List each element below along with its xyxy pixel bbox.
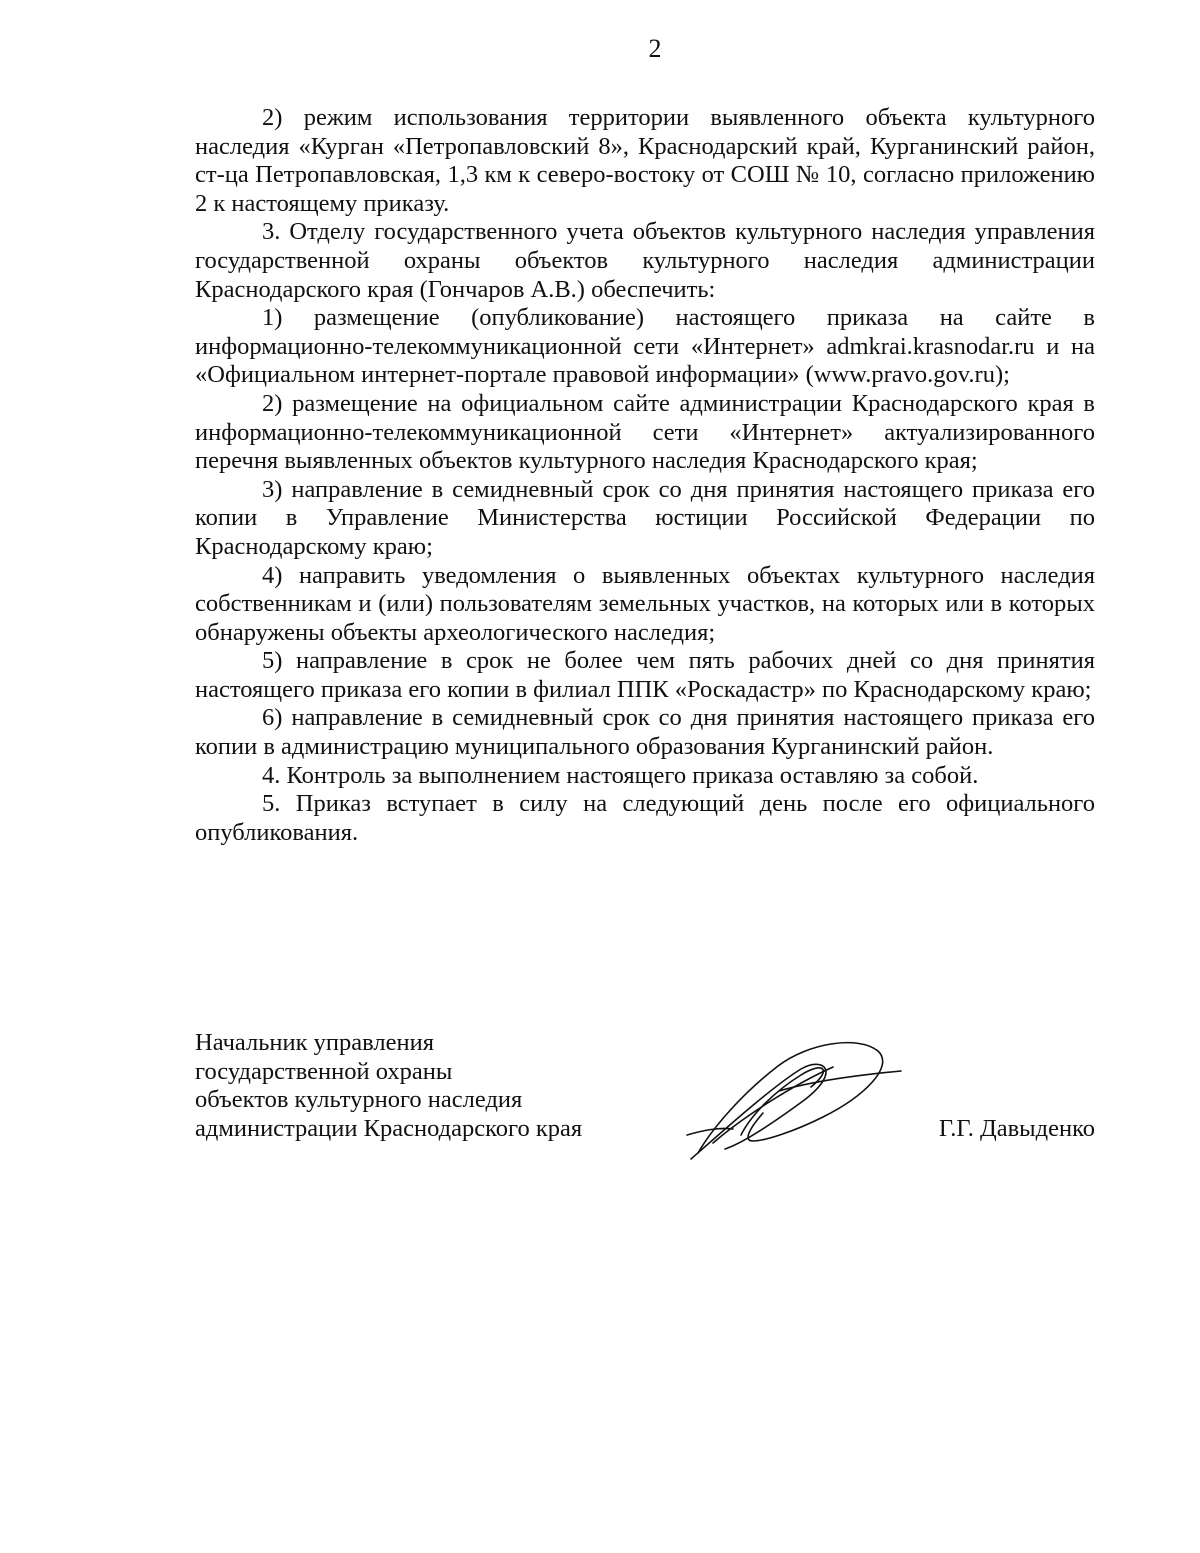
paragraph: 5) направление в срок не более чем пять рабочих дней со дня принятия настоящего приказа его копии в филиал ППК «Роскадастр» по Краснодарскому краю; bbox=[195, 647, 1095, 703]
paragraph: 5. Приказ вступает в силу на следующий день после его официального опубликования. bbox=[195, 790, 1095, 846]
signer-name: Г.Г. Давыденко bbox=[938, 1114, 1095, 1142]
paragraph: 1) размещение (опубликование) настоящего приказа на сайте в информационно-телекоммуникационной сети «Интернет» admkrai.krasnodar.ru и на «Официальном интернет-портале правовой информации» (www.pravo.gov.ru); bbox=[195, 304, 1095, 389]
paragraph: 4. Контроль за выполнением настоящего приказа оставляю за собой. bbox=[262, 761, 979, 789]
page-number: 2 bbox=[648, 34, 662, 63]
paragraph: 3. Отделу государственного учета объектов культурного наследия управления государственной охраны объектов культурного наследия администрации Краснодарского края (Гончаров А.В.) обеспечить: bbox=[195, 218, 1095, 303]
paragraph: 6) направление в семидневный срок со дня принятия настоящего приказа его копии в администрацию муниципального образования Курганинский район. bbox=[195, 704, 1095, 761]
signer-title bbox=[195, 1029, 582, 1143]
paragraph: 3) направление в семидневный срок со дня принятия настоящего приказа его копии в Управление Министерства юстиции Российской Федерации по Краснодарскому краю; bbox=[195, 475, 1095, 560]
signer-title-line: Начальник управления bbox=[195, 1029, 434, 1056]
handwritten-signature-icon bbox=[683, 1031, 908, 1166]
paragraph: 2) размещение на официальном сайте администрации Краснодарского края в информационно-телекоммуникационной сети «Интернет» актуализированного перечня выявленных объектов культурного наследия Краснодарского края; bbox=[195, 389, 1095, 475]
signature-block bbox=[195, 1029, 1095, 1169]
signer-title-line: администрации Краснодарского края bbox=[195, 1114, 583, 1142]
paragraph: 2) режим использования территории выявленного объекта культурного наследия «Курган «Петропавловский 8», Краснодарский край, Курганинский район, ст-ца Петропавловская, 1,3 км к северо-востоку от СОШ № 10, согласно приложению 2 к настоящему приказу. bbox=[195, 104, 1095, 217]
signer-title-line: объектов культурного наследия bbox=[195, 1086, 523, 1114]
paragraph: 4) направить уведомления о выявленных объектах культурного наследия собственникам и (или) пользователям земельных участков, на которых или в которых обнаружены объекты археологического наследия; bbox=[195, 561, 1095, 646]
document-body bbox=[195, 104, 1095, 847]
signer-title-line: государственной охраны bbox=[195, 1057, 453, 1085]
